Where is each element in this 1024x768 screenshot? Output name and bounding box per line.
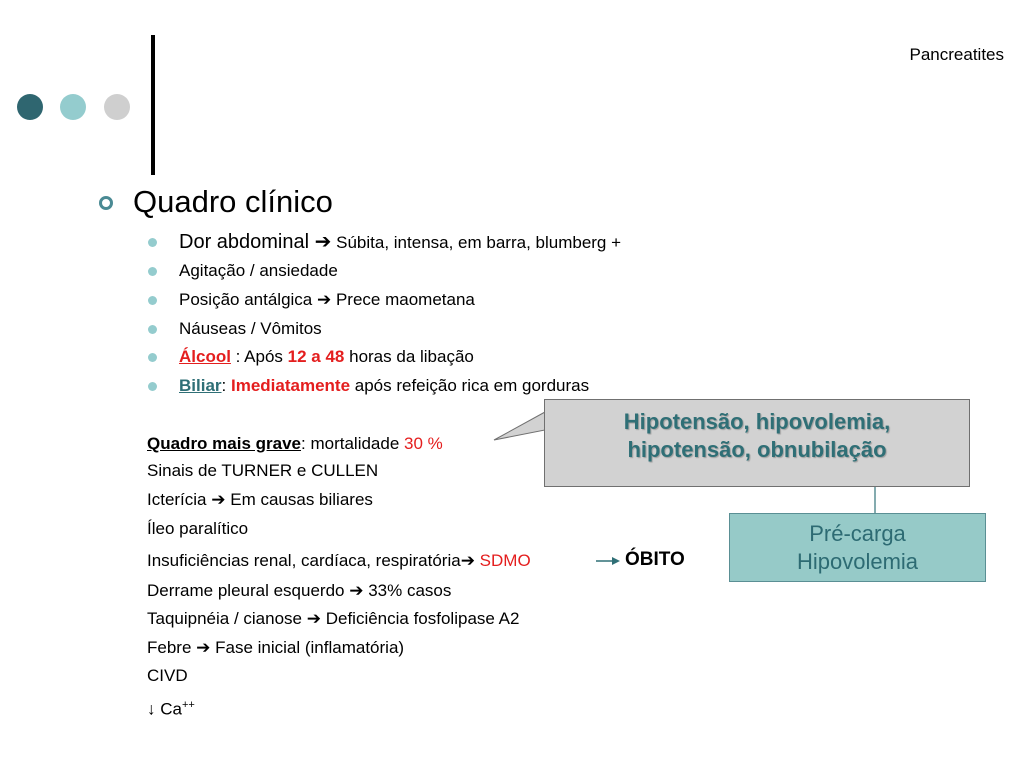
bullet-dot-icon (148, 296, 157, 305)
item-text: : (221, 376, 231, 395)
arrow-icon: ➔ (314, 231, 332, 253)
item-text: Agitação / ansiedade (179, 261, 338, 280)
arrow-icon: ➔ (306, 609, 321, 628)
decorative-dot-dark (17, 94, 43, 120)
obito-label: ÓBITO (625, 549, 685, 570)
bullet-dot-icon (148, 353, 157, 362)
bullet-dot-icon (148, 382, 157, 391)
line-text: Em causas biliares (225, 490, 373, 509)
line-text: 33% casos (363, 581, 452, 600)
line-text: Derrame pleural esquerdo (147, 581, 350, 600)
biliar-label: Biliar (179, 376, 222, 395)
list-item (179, 230, 621, 255)
section-bullet-icon (99, 196, 113, 210)
item-text: Posição antálgica (179, 290, 313, 309)
superscript: ++ (181, 699, 195, 711)
preload-box (729, 513, 986, 582)
hours-range: 12 a 48 (287, 347, 345, 366)
item-text: : Após (230, 347, 288, 366)
line-text: ↓ Ca (147, 699, 182, 719)
sdmo-label: SDMO (474, 551, 531, 570)
line-text: Fase inicial (inflamatória) (210, 638, 405, 657)
line-text: Icterícia (147, 490, 207, 509)
text-line (147, 551, 531, 571)
severe-case-label: Quadro mais grave (147, 434, 302, 453)
text-line (147, 638, 404, 658)
arrow-icon: ➔ (317, 290, 332, 309)
line-text: Taquipnéia / cianose (147, 609, 307, 628)
decorative-dot-mid (60, 94, 86, 120)
list-item (179, 261, 338, 281)
decorative-dot-light (104, 94, 130, 120)
severe-case-line (147, 434, 443, 454)
item-text: horas da libação (344, 347, 474, 366)
list-item (179, 376, 589, 396)
vertical-divider (151, 35, 155, 175)
text-line (147, 695, 195, 720)
page-header-title: Pancreatites (909, 45, 1004, 64)
text-line (147, 519, 248, 539)
item-text: Prece maometana (331, 290, 475, 309)
line-text: Insuficiências renal, cardíaca, respiratória (147, 551, 461, 570)
line-text: CIVD (147, 666, 188, 685)
text-line (147, 609, 519, 629)
callout-box (544, 399, 970, 487)
arrow-icon: ➔ (460, 551, 475, 570)
box-line: Pré-carga (809, 521, 906, 546)
callout-line: Hipotensão, hipovolemia, (623, 409, 891, 434)
line-text: Febre (147, 638, 197, 657)
arrow-icon: ➔ (349, 581, 364, 600)
sdmo-arrow-head (612, 557, 620, 565)
bullet-dot-icon (148, 238, 157, 247)
text-line (147, 461, 378, 481)
callout-pointer (494, 412, 545, 440)
box-line: Hipovolemia (796, 549, 919, 574)
text-line (147, 581, 451, 601)
bullet-dot-icon (148, 267, 157, 276)
item-text: Súbita, intensa, em barra, blumberg + (331, 233, 622, 252)
item-text: Náuseas / Vômitos (179, 319, 322, 338)
item-text: após refeição rica em gorduras (350, 376, 590, 395)
line-text: Deficiência fosfolipase A2 (320, 609, 520, 628)
text-line (147, 490, 373, 510)
callout-line: hipotensão, obnubilação (627, 437, 887, 462)
item-text: Dor abdominal (179, 231, 310, 253)
line-text: Íleo paralítico (147, 519, 249, 538)
section-title: Quadro clínico (133, 184, 333, 219)
line-text: Sinais de TURNER e CULLEN (147, 461, 379, 480)
arrow-icon: ➔ (196, 638, 211, 657)
bullet-dot-icon (148, 325, 157, 334)
list-item (179, 290, 475, 310)
line-text: : mortalidade (301, 434, 405, 453)
emphasis-text: Imediatamente (230, 376, 351, 395)
list-item (179, 347, 474, 367)
arrow-icon: ➔ (211, 490, 226, 509)
text-line (147, 666, 188, 686)
alcohol-label: Álcool (179, 347, 231, 366)
mortality-percent: 30 % (404, 434, 443, 453)
list-item (179, 319, 322, 339)
